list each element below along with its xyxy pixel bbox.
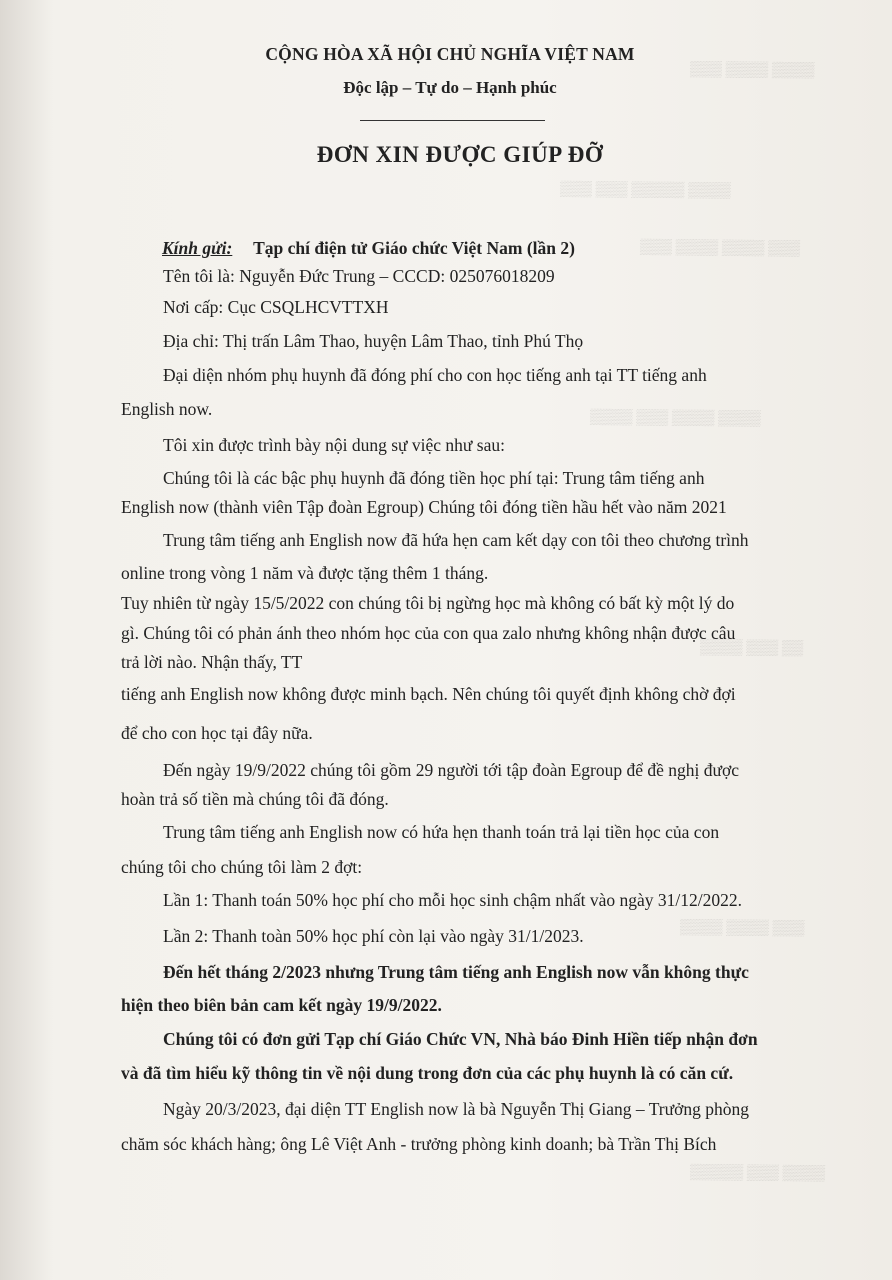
body-line: Tên tôi là: Nguyễn Đức Trung – CCCD: 025076018209: [163, 266, 555, 286]
body-line: Lần 1: Thanh toán 50% học phí cho mỗi học sinh chậm nhất vào ngày 31/12/2022.: [163, 890, 743, 910]
bleed-through-text: ▒▒▒ ▒▒▒ ▒▒▒▒▒ ▒▒▒▒: [559, 181, 731, 199]
body-line: Tôi xin được trình bày nội dung sự việc như sau:: [163, 435, 505, 455]
body-line: English now.: [121, 399, 213, 419]
body-line: Đến ngày 19/9/2022 chúng tôi gồm 29 người tới tập đoàn Egroup để đề nghị được: [163, 760, 740, 780]
body-line: online trong vòng 1 năm và được tặng thêm 1 tháng.: [121, 563, 489, 583]
bleed-through-text: ▒▒▒▒▒ ▒▒▒ ▒▒▒▒: [689, 1164, 826, 1182]
body-line-bold: hiện theo biên bản cam kết ngày 19/9/2022.: [121, 995, 442, 1015]
body-line: chúng tôi cho chúng tôi làm 2 đợt:: [121, 857, 363, 877]
body-line-bold: và đã tìm hiểu kỹ thông tin về nội dung trong đơn của các phụ huynh là có căn cứ.: [121, 1063, 734, 1083]
body-line: trả lời nào. Nhận thấy, TT: [121, 652, 303, 672]
bleed-through-text: ▒▒▒▒ ▒▒▒▒ ▒▒▒: [679, 919, 805, 937]
recipient-value: Tạp chí điện tử Giáo chức Việt Nam (lần 2): [253, 238, 575, 258]
bleed-through-text: ▒▒▒ ▒▒▒▒ ▒▒▒▒ ▒▒▒: [639, 239, 801, 257]
body-line: Trung tâm tiếng anh English now có hứa hẹn thanh toán trả lại tiền học của con: [163, 822, 720, 842]
body-line: để cho con học tại đây nữa.: [121, 723, 313, 743]
body-line: Trung tâm tiếng anh English now đã hứa hẹn cam kết dạy con tôi theo chương trình: [163, 530, 749, 550]
body-line: Tuy nhiên từ ngày 15/5/2022 con chúng tôi bị ngừng học mà không có bất kỳ một lý do: [121, 593, 735, 613]
header-divider: [360, 120, 545, 121]
body-line: Lần 2: Thanh toàn 50% học phí còn lại vào ngày 31/1/2023.: [163, 926, 584, 946]
body-line: English now (thành viên Tập đoàn Egroup) Chúng tôi đóng tiền hầu hết vào năm 2021: [121, 497, 727, 517]
body-line: Chúng tôi là các bậc phụ huynh đã đóng tiền học phí tại: Trung tâm tiếng anh: [163, 468, 705, 488]
body-line-bold: Đến hết tháng 2/2023 nhưng Trung tâm tiếng anh English now vẫn không thực: [163, 962, 749, 982]
body-line: gì. Chúng tôi có phản ánh theo nhóm học của con qua zalo nhưng không nhận được câu: [121, 623, 736, 643]
body-line-bold: Chúng tôi có đơn gửi Tạp chí Giáo Chức VN, Nhà báo Đinh Hiền tiếp nhận đơn: [163, 1029, 758, 1049]
bleed-through-text: ▒▒▒▒ ▒▒▒ ▒▒: [699, 639, 804, 657]
nation-heading: CỘNG HÒA XÃ HỘI CHỦ NGHĨA VIỆT NAM: [265, 44, 635, 64]
body-line: Ngày 20/3/2023, đại diện TT English now là bà Nguyễn Thị Giang – Trưởng phòng: [163, 1099, 750, 1119]
body-line: Địa chỉ: Thị trấn Lâm Thao, huyện Lâm Thao, tỉnh Phú Thọ: [163, 331, 584, 351]
body-line: tiếng anh English now không được minh bạch. Nên chúng tôi quyết định không chờ đợi: [121, 684, 736, 704]
recipient-line: [162, 238, 575, 259]
recipient-label: Kính gửi:: [162, 238, 233, 258]
bleed-through-text: ▒▒▒▒ ▒▒▒ ▒▒▒▒ ▒▒▒▒: [589, 409, 761, 427]
body-line: Đại diện nhóm phụ huynh đã đóng phí cho con học tiếng anh tại TT tiếng anh: [163, 365, 707, 385]
body-line: chăm sóc khách hàng; ông Lê Việt Anh - trưởng phòng kinh doanh; bà Trần Thị Bích: [121, 1134, 717, 1154]
body-line: hoàn trả số tiền mà chúng tôi đã đóng.: [121, 789, 389, 809]
body-line: Nơi cấp: Cục CSQLHCVTTXH: [163, 297, 389, 317]
document-title: ĐƠN XIN ĐƯỢC GIÚP ĐỠ: [316, 142, 604, 167]
bleed-through-text: ▒▒▒ ▒▒▒▒ ▒▒▒▒: [689, 61, 815, 79]
motto-heading: Độc lập – Tự do – Hạnh phúc: [343, 78, 557, 97]
